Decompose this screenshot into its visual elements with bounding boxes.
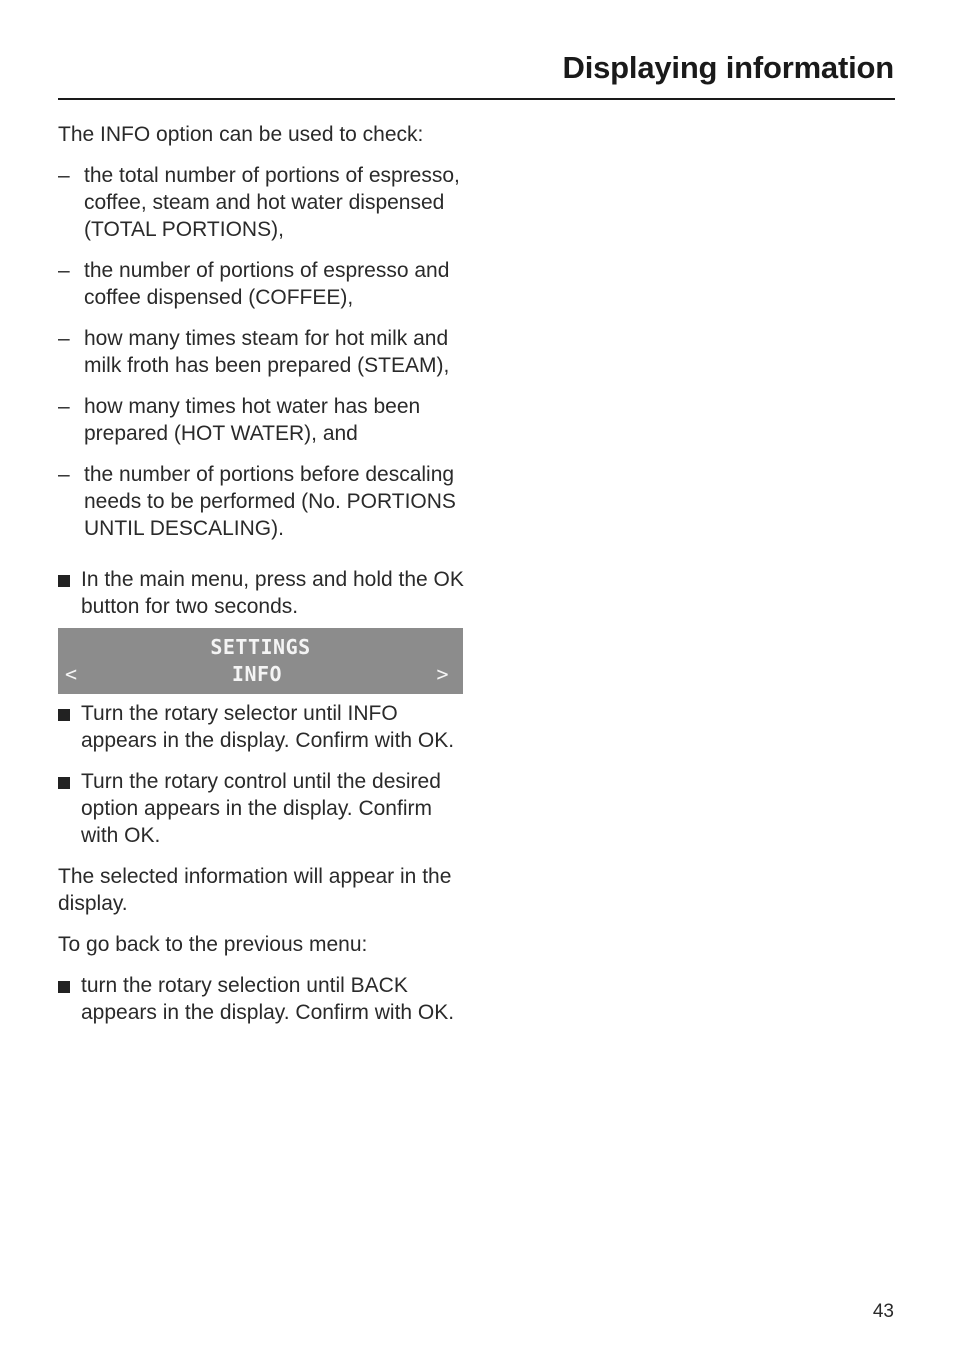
content-column	[58, 121, 468, 1040]
arrow-left-icon: <	[65, 662, 78, 686]
display-line-info: INFO	[231, 662, 283, 686]
list-item	[58, 325, 468, 379]
step-item	[58, 566, 468, 620]
dash-symbol: –	[58, 463, 70, 486]
back-intro-text: To go back to the previous menu:	[58, 933, 368, 956]
step-list	[58, 972, 468, 1026]
header-rule	[58, 98, 895, 100]
result-text: The selected information will appear in the display.	[58, 865, 452, 915]
step-text: Turn the rotary control until the desired option appears in the display. Confirm with OK.	[81, 770, 441, 847]
display-line-settings: SETTINGS	[210, 635, 311, 659]
list-item-text: the number of portions before descaling needs to be performed (No. PORTIONS UNTIL DESCALING).	[84, 463, 456, 540]
dash-symbol: –	[58, 164, 70, 187]
step-list	[58, 700, 468, 849]
square-bullet-icon	[58, 575, 70, 587]
step-item	[58, 972, 468, 1026]
square-bullet-icon	[58, 709, 70, 721]
step-text: In the main menu, press and hold the OK button for two seconds.	[81, 568, 464, 618]
intro-text: The INFO option can be used to check:	[58, 123, 424, 146]
step-text: Turn the rotary selector until INFO appears in the display. Confirm with OK.	[81, 702, 455, 752]
list-item-text: the total number of portions of espresso, coffee, steam and hot water dispensed (TOTAL PORTIONS),	[84, 164, 460, 241]
dash-symbol: –	[58, 395, 70, 418]
page-number: 43	[872, 1301, 894, 1322]
info-options-list	[58, 162, 468, 542]
step-item	[58, 768, 468, 849]
page-title: Displaying information	[562, 50, 894, 85]
list-item	[58, 162, 468, 243]
display-panel	[58, 628, 463, 694]
list-item-text: how many times hot water has been prepared (HOT WATER), and	[84, 395, 421, 445]
arrow-right-icon: >	[436, 662, 449, 686]
square-bullet-icon	[58, 981, 70, 993]
list-item	[58, 461, 468, 542]
dash-symbol: –	[58, 259, 70, 282]
dash-symbol: –	[58, 327, 70, 350]
step-item	[58, 700, 468, 754]
list-item-text: how many times steam for hot milk and milk froth has been prepared (STEAM),	[84, 327, 450, 377]
step-text: turn the rotary selection until BACK appears in the display. Confirm with OK.	[81, 974, 455, 1024]
list-item	[58, 393, 468, 447]
list-item	[58, 257, 468, 311]
list-item-text: the number of portions of espresso and coffee dispensed (COFFEE),	[84, 259, 450, 309]
step-list	[58, 566, 468, 620]
square-bullet-icon	[58, 777, 70, 789]
